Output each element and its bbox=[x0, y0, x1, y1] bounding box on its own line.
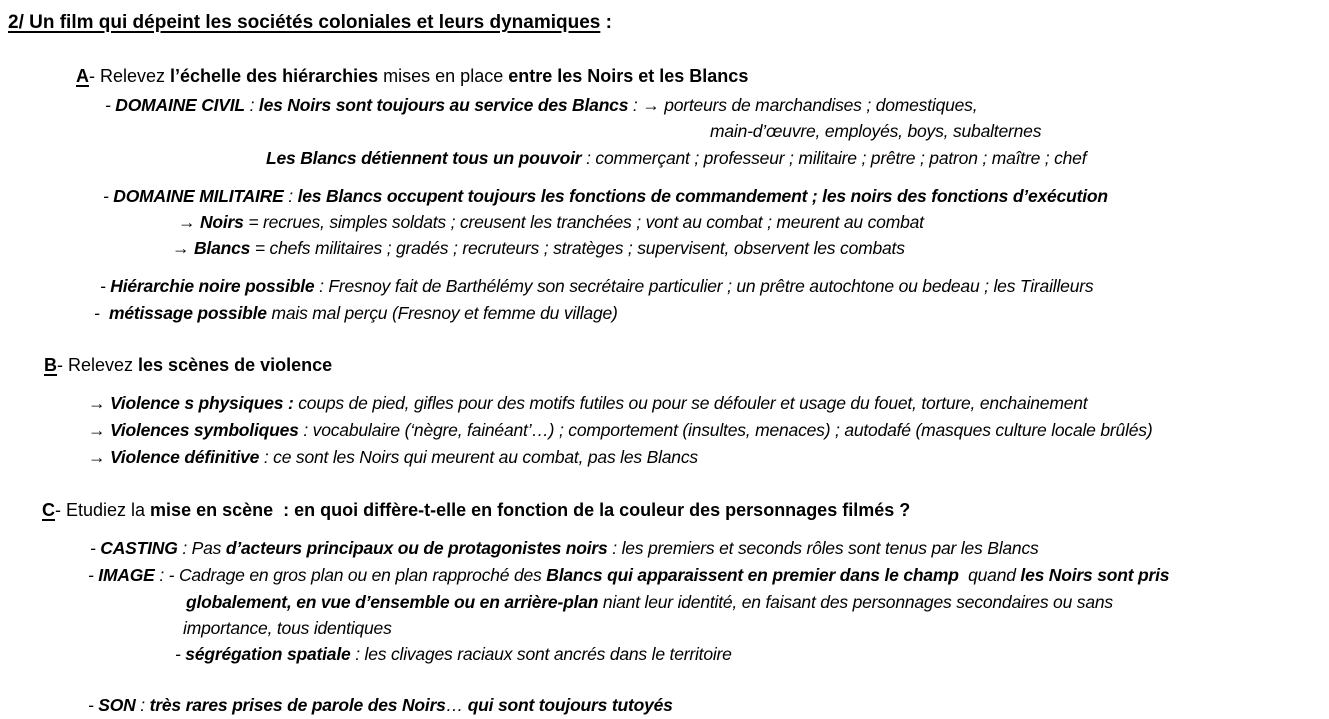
separator: : bbox=[283, 186, 298, 206]
dash: - bbox=[105, 95, 116, 115]
arrow-icon: → bbox=[88, 393, 110, 413]
image-label: IMAGE bbox=[98, 565, 155, 585]
line-casting bbox=[90, 535, 1329, 561]
line-violence-physiques bbox=[88, 390, 1329, 416]
section-a-heading bbox=[76, 62, 1329, 90]
section-b-letter: B bbox=[44, 355, 57, 375]
hierarchie-label: Hiérarchie noire possible bbox=[110, 276, 315, 296]
hierarchie-rest: : Fresnoy fait de Barthélémy son secrétaire particulier ; un prêtre autochtone ou bedeau ; les Tirailleurs bbox=[314, 276, 1094, 296]
doc-title-text: 2/ Un film qui dépeint les sociétés coloniales et leurs dynamiques bbox=[8, 12, 601, 33]
noirs-rest: = recrues, simples soldats ; creusent les tranchées ; vont au combat ; meurent au combat bbox=[243, 212, 924, 232]
section-a-head-text2: mises en place bbox=[378, 66, 509, 86]
line-hierarchie bbox=[100, 273, 1329, 299]
domaine-civil-rest: : → porteurs de marchandises ; domestiques, bbox=[628, 95, 978, 115]
line-blancs bbox=[172, 235, 1329, 261]
dash: - bbox=[100, 276, 111, 296]
arrow-icon: → bbox=[88, 420, 110, 440]
violence-definitive-label: Violence définitive bbox=[109, 447, 260, 467]
section-b-heading bbox=[44, 351, 1329, 379]
dash: - bbox=[94, 303, 109, 323]
violence-physiques-rest: coups de pied, gifles pour des motifs futiles ou pour se défouler et usage du fouet, torture, enchainement bbox=[293, 393, 1088, 413]
section-b-head-text: - Relevez bbox=[57, 355, 139, 375]
segregation-rest: : les clivages raciaux sont ancrés dans le territoire bbox=[350, 644, 732, 664]
son-ellipsis: … bbox=[445, 695, 464, 715]
line-image-cont1 bbox=[186, 589, 1329, 615]
section-b-head-bold1: les scènes de violence bbox=[138, 355, 333, 375]
line-violences-symboliques bbox=[88, 417, 1329, 443]
metissage-label: métissage possible bbox=[108, 303, 267, 323]
arrow-icon: → bbox=[178, 212, 200, 232]
doc-title bbox=[8, 8, 1329, 38]
casting-bold: d’acteurs principaux ou de protagonistes noirs bbox=[225, 538, 608, 558]
line-image bbox=[88, 562, 1329, 588]
domaine-militaire-bold: les Blancs occupent toujours les fonctions de commandement ; les noirs des fonctions d’exécution bbox=[297, 186, 1108, 206]
section-a-head-bold1: l’échelle des hiérarchies bbox=[170, 66, 379, 86]
domaine-civil-cont: main-d’œuvre, employés, boys, subalternes bbox=[710, 121, 1042, 141]
domaine-civil-label: DOMAINE CIVIL bbox=[115, 95, 245, 115]
arrow-icon: → bbox=[172, 238, 194, 258]
casting-rest: : les premiers et seconds rôles sont tenus par les Blancs bbox=[607, 538, 1039, 558]
violence-definitive-rest: : ce sont les Noirs qui meurent au combat, pas les Blancs bbox=[259, 447, 698, 467]
metissage-rest: mais mal perçu (Fresnoy et femme du village) bbox=[266, 303, 618, 323]
doc-title-colon: : bbox=[600, 12, 612, 33]
image-mid1: : - Cadrage en gros plan ou en plan rapproché des bbox=[154, 565, 547, 585]
image-bold2: les Noirs sont pris bbox=[1020, 565, 1170, 585]
separator: : bbox=[135, 695, 150, 715]
line-violence-definitive bbox=[88, 444, 1329, 470]
dash: - bbox=[90, 538, 101, 558]
noirs-label: Noirs bbox=[199, 212, 244, 232]
section-c-letter: C bbox=[42, 500, 55, 520]
image-cont2: importance, tous identiques bbox=[183, 618, 392, 638]
violences-symboliques-label: Violences symboliques bbox=[109, 420, 299, 440]
segregation-label: ségrégation spatiale bbox=[185, 644, 351, 664]
section-c-head-bold2: : en quoi diffère-t-elle en fonction de la couleur des personnages filmés ? bbox=[273, 500, 911, 520]
line-son bbox=[88, 692, 1329, 718]
line-metissage bbox=[94, 300, 1329, 326]
section-c-heading bbox=[42, 496, 1329, 524]
casting-label: CASTING bbox=[100, 538, 178, 558]
violences-symboliques-rest: : vocabulaire (‘nègre, fainéant’…) ; comportement (insultes, menaces) ; autodafé (masques culture locale brûlés) bbox=[298, 420, 1153, 440]
dash: - bbox=[175, 644, 186, 664]
line-noirs bbox=[178, 209, 1329, 235]
domaine-civil-bold: les Noirs sont toujours au service des Blancs bbox=[258, 95, 629, 115]
section-a-head-text: - Relevez bbox=[89, 66, 171, 86]
separator: : bbox=[244, 95, 259, 115]
dash: - bbox=[103, 186, 114, 206]
violence-physiques-label: Violence s physiques : bbox=[109, 393, 294, 413]
section-c-head-text: - Etudiez la bbox=[55, 500, 151, 520]
pouvoir-bold: Les Blancs détiennent tous un pouvoir bbox=[266, 148, 582, 168]
image-mid2: quand bbox=[958, 565, 1021, 585]
line-pouvoir bbox=[266, 145, 1329, 171]
son-bold1: très rares prises de parole des Noirs bbox=[149, 695, 446, 715]
line-domaine-civil-cont bbox=[710, 118, 1329, 144]
son-bold2: qui sont toujours tutoyés bbox=[463, 695, 673, 715]
image-cont-bold: globalement, en vue d’ensemble ou en arrière-plan bbox=[186, 592, 599, 612]
dash: - bbox=[88, 565, 99, 585]
blancs-label: Blancs bbox=[193, 238, 251, 258]
line-domaine-civil bbox=[105, 92, 1329, 118]
casting-mid: : Pas bbox=[177, 538, 226, 558]
dash: - bbox=[88, 695, 99, 715]
line-image-cont2 bbox=[183, 615, 1329, 641]
line-domaine-militaire bbox=[103, 183, 1329, 209]
section-a-head-bold2: entre les Noirs et les Blancs bbox=[508, 66, 749, 86]
section-a-letter: A bbox=[76, 66, 89, 86]
image-bold1: Blancs qui apparaissent en premier dans le champ bbox=[546, 565, 959, 585]
section-c-head-bold1: mise en scène bbox=[150, 500, 274, 520]
blancs-rest: = chefs militaires ; gradés ; recruteurs ; stratèges ; supervisent, observent les combats bbox=[250, 238, 905, 258]
pouvoir-rest: : commerçant ; professeur ; militaire ; prêtre ; patron ; maître ; chef bbox=[581, 148, 1087, 168]
arrow-icon: → bbox=[88, 447, 110, 467]
son-label: SON bbox=[98, 695, 136, 715]
domaine-militaire-label: DOMAINE MILITAIRE bbox=[113, 186, 284, 206]
image-cont-rest: niant leur identité, en faisant des personnages secondaires ou sans bbox=[598, 592, 1113, 612]
line-segregation bbox=[175, 641, 1329, 667]
